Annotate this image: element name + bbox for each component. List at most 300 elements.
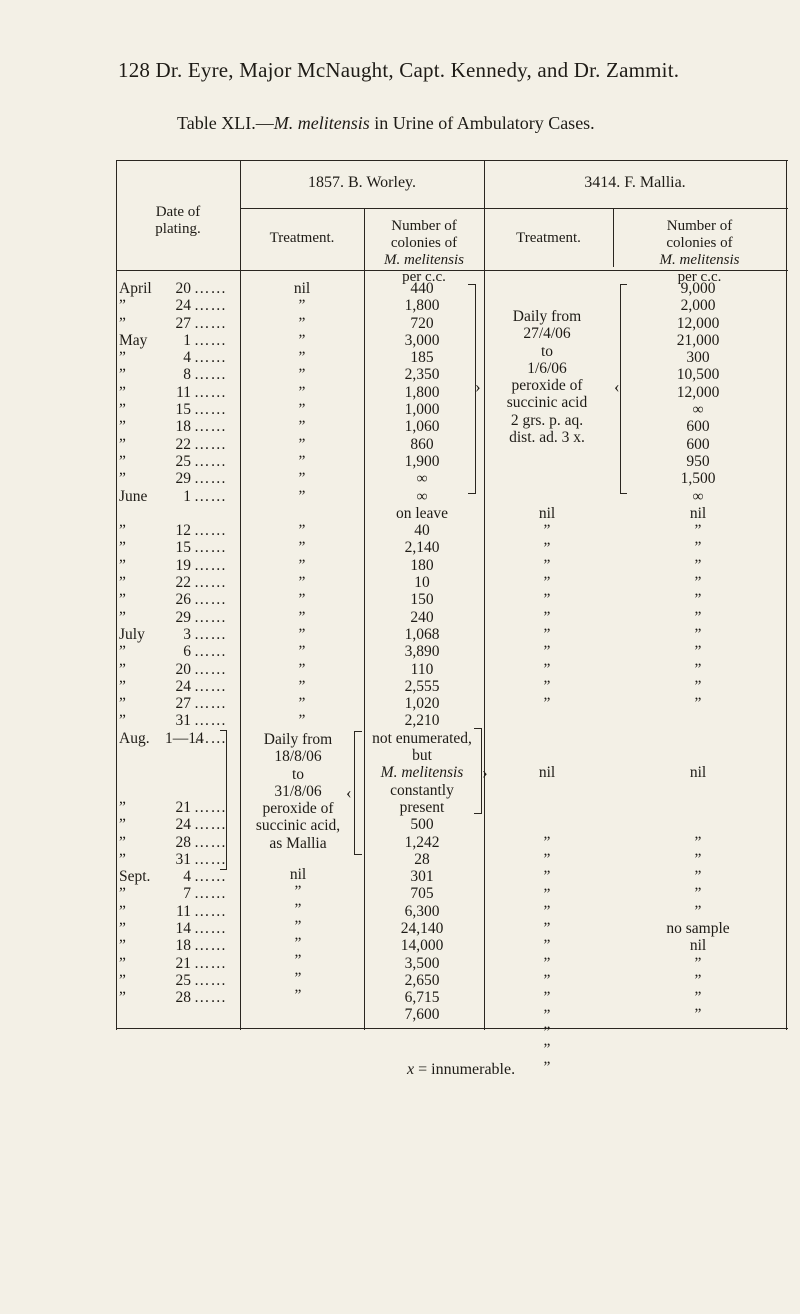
mallia-treatment-note xyxy=(488,308,606,446)
date-month: ” xyxy=(119,937,126,955)
mallia-treatment-cell: ” xyxy=(543,989,551,1007)
worley-colonies-cell: 28 xyxy=(414,850,430,868)
mallia-colonies-cell: ” xyxy=(694,556,702,574)
mallia-colonies-cell: nil xyxy=(689,937,707,955)
table-right-rule xyxy=(786,160,787,1030)
date-row xyxy=(119,989,239,1006)
leader-dots: …… xyxy=(194,695,227,713)
leader-dots: …… xyxy=(194,418,227,436)
mallia-colonies-cell: ” xyxy=(694,660,702,678)
worley-treatment-cell: ” xyxy=(294,952,302,970)
mallia-treatment-cell xyxy=(488,747,606,764)
mallia-colonies-column xyxy=(623,280,773,1024)
mallia-colonies-cell: ∞ xyxy=(692,487,704,505)
worley-treatment-line: as Mallia xyxy=(269,834,327,852)
worley-treatment-cell: ” xyxy=(298,487,306,505)
leader-dots: …… xyxy=(194,954,227,972)
date-day: 1 xyxy=(183,331,191,349)
mallia-treatment-cell: ” xyxy=(543,1058,551,1076)
worley-treatment-cell: ” xyxy=(298,366,306,384)
date-month: July xyxy=(119,625,145,643)
worley-treatment-header: Treatment. xyxy=(269,230,335,246)
caption-prefix: Table XLI.— xyxy=(177,113,274,133)
mallia-treatment-line: peroxide of xyxy=(511,377,583,395)
date-day: 11 xyxy=(176,902,191,920)
leader-dots: …… xyxy=(194,470,227,488)
worley-treatment-cell: ” xyxy=(298,574,306,592)
worley-colonies-cell: ∞ xyxy=(416,470,428,488)
mallia-colonies-cell: ” xyxy=(694,833,702,851)
leader-dots: …… xyxy=(194,937,227,955)
colonies-header-line: colonies of xyxy=(390,235,458,251)
worley-treatment-cell: ” xyxy=(298,677,306,695)
mallia-treatment-line: 2 grs. p. aq. xyxy=(510,411,584,429)
date-day: 21 xyxy=(175,798,191,816)
aug-dates-brace xyxy=(220,730,227,870)
date-day: 27 xyxy=(175,695,191,713)
worley-treatment-cell: ” xyxy=(298,522,306,540)
leader-dots: …… xyxy=(194,280,227,297)
worley-colonies-cell: 1,242 xyxy=(404,833,440,851)
date-month: ” xyxy=(119,919,126,937)
date-day: 1 xyxy=(183,487,191,505)
date-month: ” xyxy=(119,418,126,436)
leader-dots: …… xyxy=(194,971,227,989)
mallia-treatment-cell: ” xyxy=(543,833,551,851)
worley-treatment-cell: ” xyxy=(298,608,306,626)
date-month: ” xyxy=(119,539,126,557)
date-month: ” xyxy=(119,591,126,609)
mallia-colonies-cell xyxy=(623,712,773,729)
date-day: 31 xyxy=(175,712,191,730)
worley-treatment-cell: ” xyxy=(298,452,306,470)
worley-treatment-column xyxy=(242,280,362,730)
date-row xyxy=(119,626,239,643)
date-month: April xyxy=(119,280,152,297)
colonies-header-line: M. melitensis xyxy=(384,252,464,268)
mallia-treatment-cell: ” xyxy=(543,608,551,626)
mallia-treatment-cell xyxy=(488,799,606,816)
worley-colonies-cell: 7,600 xyxy=(404,1006,440,1024)
date-row xyxy=(119,436,239,453)
worley-colonies-cell: 2,140 xyxy=(404,539,440,557)
mallia-colonies-cell: ” xyxy=(694,695,702,713)
date-month: ” xyxy=(119,643,126,661)
date-month: ” xyxy=(119,383,126,401)
date-month: June xyxy=(119,487,148,505)
date-header-line: plating. xyxy=(155,221,201,237)
date-month: ” xyxy=(119,850,126,868)
mallia-colonies-cell xyxy=(623,730,773,747)
mallia-colonies-cell: ” xyxy=(694,850,702,868)
leader-dots: …… xyxy=(194,452,227,470)
mallia-treatment-cell: ” xyxy=(543,954,551,972)
subheader-rule xyxy=(240,208,788,209)
mallia-colonies-cell: ” xyxy=(694,522,702,540)
date-row xyxy=(119,643,239,660)
worley-colonies-cell: 14,000 xyxy=(400,937,444,955)
worley-colonies-cell: on leave xyxy=(395,504,449,522)
mallia-treatment-line: 27/4/06 xyxy=(523,325,571,343)
date-row xyxy=(119,522,239,539)
leader-dots: …… xyxy=(194,556,227,574)
date-row xyxy=(119,695,239,712)
worley-colonies-cell: constantly xyxy=(390,781,454,799)
mallia-treatment-cell: ” xyxy=(543,522,551,540)
worley-treatment-line: 31/8/06 xyxy=(274,782,322,800)
date-day: 20 xyxy=(175,280,191,297)
mallia-colonies-cell: 12,000 xyxy=(676,314,720,332)
date-day: 24 xyxy=(175,816,191,834)
leader-dots: …… xyxy=(194,868,227,886)
worley-treatment-note xyxy=(242,731,354,852)
worley-colonies-cell: 705 xyxy=(410,885,434,903)
worley-colonies-cell: 6,300 xyxy=(404,902,440,920)
leader-dots: …… xyxy=(194,816,227,834)
date-day: 22 xyxy=(175,574,191,592)
worley-colonies-cell: 1,900 xyxy=(404,452,440,470)
worley-treatment-cell: ” xyxy=(298,297,306,315)
date-month: Sept. xyxy=(119,868,151,886)
worley-colonies-cell: 500 xyxy=(410,816,434,834)
leader-dots: …… xyxy=(194,677,227,695)
date-month: ” xyxy=(119,954,126,972)
worley-treatment-tail xyxy=(242,866,354,1004)
colonies-header-line: M. melitensis xyxy=(659,252,740,268)
worley-treatment-line: peroxide of xyxy=(262,800,334,818)
mallia-treatment-cell: ” xyxy=(543,972,551,990)
worley-treatment-cell: ” xyxy=(298,401,306,419)
caption-suffix: in Urine of Ambulatory Cases. xyxy=(369,113,595,133)
worley-colonies-cell: 3,000 xyxy=(404,331,440,349)
mallia-treatment-cell: ” xyxy=(543,850,551,868)
mallia-colonies-cell: ∞ xyxy=(692,401,704,419)
leader-dots: …… xyxy=(194,383,227,401)
leader-dots: …… xyxy=(194,401,227,419)
worley-colonies-cell: 24,140 xyxy=(400,919,444,937)
mallia-colonies-cell: 10,500 xyxy=(676,366,720,384)
worley-colonies-cell: 1,060 xyxy=(404,418,440,436)
worley-treatment-cell: ” xyxy=(294,900,302,918)
date-header-line: Date of xyxy=(155,204,201,220)
leader-dots: …… xyxy=(194,331,227,349)
worley-treatment-cell: ” xyxy=(298,349,306,367)
worley-treatment-cell: ” xyxy=(298,383,306,401)
date-month: ” xyxy=(119,833,126,851)
date-day: 26 xyxy=(175,591,191,609)
mallia-colonies-cell xyxy=(623,782,773,799)
worley-treatment-cell: ” xyxy=(298,435,306,453)
date-day: 29 xyxy=(175,470,191,488)
date-day: 14 xyxy=(175,919,191,937)
leader-dots: …… xyxy=(194,435,227,453)
worley-colonies-cell: 1,800 xyxy=(404,383,440,401)
worley-treatment-cell: ” xyxy=(298,695,306,713)
leader-dots: …… xyxy=(194,314,227,332)
mallia-colonies-cell: 21,000 xyxy=(676,331,720,349)
date-month: ” xyxy=(119,366,126,384)
worley-colonies-cell: not enumerated, xyxy=(372,729,472,747)
worley-treatment-cell: ” xyxy=(298,331,306,349)
worley-colonies-header xyxy=(364,218,484,286)
mallia-treatment-cell: ” xyxy=(543,626,551,644)
worley-treatment-brace-point: ‹ xyxy=(346,783,352,802)
mallia-treatment-cell: ” xyxy=(543,902,551,920)
colonies-header-line: per c.c. xyxy=(402,269,446,285)
date-column xyxy=(119,280,239,1006)
worley-treatment-cell xyxy=(242,505,362,522)
date-day: 29 xyxy=(175,608,191,626)
mallia-colonies-cell: nil xyxy=(689,764,707,782)
date-row xyxy=(119,920,239,937)
table-left-rule xyxy=(116,160,117,1030)
date-row xyxy=(119,315,239,332)
date-day: 22 xyxy=(175,435,191,453)
date-month: ” xyxy=(119,522,126,540)
date-day: 12 xyxy=(175,522,191,540)
date-day: 31 xyxy=(175,850,191,868)
date-day: 6 xyxy=(183,643,191,661)
mallia-treatment-cell xyxy=(488,816,606,833)
leader-dots: …… xyxy=(194,919,227,937)
leader-dots: …… xyxy=(194,297,227,315)
mallia-treatment-cell: ” xyxy=(543,868,551,886)
table-top-rule xyxy=(116,160,788,161)
date-month: May xyxy=(119,331,148,349)
leader-dots: …… xyxy=(194,366,227,384)
date-row xyxy=(119,505,239,522)
mallia-colonies-cell: ” xyxy=(694,1006,702,1024)
date-month: ” xyxy=(119,712,126,730)
mallia-treatment-cell: ” xyxy=(543,695,551,713)
mallia-colonies-cell: 600 xyxy=(686,435,710,453)
mallia-colonies-cell: ” xyxy=(694,574,702,592)
worley-colonies-cell: 6,715 xyxy=(404,989,440,1007)
date-row xyxy=(119,557,239,574)
worley-treatment-cell: ” xyxy=(298,625,306,643)
worley-colonies-cell: ∞ xyxy=(416,487,428,505)
date-month: ” xyxy=(119,349,126,367)
date-day: 7 xyxy=(183,885,191,903)
date-day: 1—14 xyxy=(165,729,204,747)
worley-aug-brace-point: › xyxy=(482,763,488,782)
date-header xyxy=(116,204,240,238)
date-day: 15 xyxy=(175,401,191,419)
date-row xyxy=(119,297,239,314)
leader-dots: …… xyxy=(194,989,227,1007)
date-row xyxy=(119,280,239,297)
leader-dots: …… xyxy=(194,798,227,816)
date-month: ” xyxy=(119,556,126,574)
mallia-colonies-cell xyxy=(623,799,773,816)
date-month: ” xyxy=(119,314,126,332)
worley-colonies-cell: 150 xyxy=(410,591,434,609)
mallia-treatment-line: 1/6/06 xyxy=(527,359,567,377)
worley-treatment-cell: ” xyxy=(294,883,302,901)
date-row xyxy=(119,955,239,972)
worley-colonies-cell: 3,500 xyxy=(404,954,440,972)
date-row xyxy=(119,488,239,505)
mallia-treatment-cell: ” xyxy=(543,885,551,903)
date-month: ” xyxy=(119,798,126,816)
worley-treatment-cell: nil xyxy=(293,280,311,297)
caption-organism: M. melitensis xyxy=(273,113,370,133)
leader-dots: …… xyxy=(194,833,227,851)
date-month: ” xyxy=(119,660,126,678)
date-day: 25 xyxy=(175,971,191,989)
worley-colonies-cell: 2,210 xyxy=(404,712,440,730)
mallia-treatment-line: to xyxy=(540,342,554,360)
worley-colonies-cell: 860 xyxy=(410,435,434,453)
mallia-treatment-cell: ” xyxy=(543,1041,551,1059)
date-day: 3 xyxy=(183,625,191,643)
worley-treatment-cell: ” xyxy=(298,643,306,661)
worley-colonies-cell: 2,555 xyxy=(404,677,440,695)
mallia-colonies-cell: 12,000 xyxy=(676,383,720,401)
worley-colonies-cell: 3,890 xyxy=(404,643,440,661)
date-row xyxy=(119,591,239,608)
footnote-symbol: x xyxy=(407,1061,415,1078)
date-day: 18 xyxy=(175,937,191,955)
worley-colonies-cell: present xyxy=(399,798,445,816)
leader-dots: …… xyxy=(194,850,227,868)
mallia-treatment-cell: ” xyxy=(543,574,551,592)
colonies-header-line: Number of xyxy=(391,218,457,234)
date-row xyxy=(119,349,239,366)
leader-dots: …… xyxy=(194,522,227,540)
mallia-colonies-cell: 950 xyxy=(686,452,710,470)
worley-colonies-cell: 180 xyxy=(410,556,434,574)
mallia-colonies-cell: no sample xyxy=(666,919,730,937)
mallia-colonies-header xyxy=(613,218,786,286)
mallia-treatment-cell: ” xyxy=(543,920,551,938)
date-day: 21 xyxy=(175,954,191,972)
worley-colonies-cell: 1,000 xyxy=(404,401,440,419)
mallia-colonies-cell: 1,500 xyxy=(680,470,716,488)
date-month: ” xyxy=(119,989,126,1007)
table-bottom-rule xyxy=(116,1028,788,1029)
date-day: 24 xyxy=(175,297,191,315)
date-row xyxy=(119,418,239,435)
date-row xyxy=(119,678,239,695)
mallia-treatment-cell: ” xyxy=(543,556,551,574)
date-row xyxy=(119,453,239,470)
date-day: 4 xyxy=(183,349,191,367)
worley-treatment-line: 18/8/06 xyxy=(274,748,322,766)
mallia-treatment-cell: ” xyxy=(543,937,551,955)
mallia-treatment-line: dist. ad. 3 x. xyxy=(509,429,585,447)
worley-treatment-brace xyxy=(354,731,362,855)
worley-treatment-cell: ” xyxy=(298,418,306,436)
date-day: 28 xyxy=(175,833,191,851)
leader-dots: …… xyxy=(194,625,227,643)
leader-dots: …… xyxy=(194,712,227,730)
date-day: 11 xyxy=(176,383,191,401)
worley-treatment-cell: ” xyxy=(298,556,306,574)
date-month: ” xyxy=(119,452,126,470)
worley-treatment-line: succinic acid, xyxy=(255,817,341,835)
worley-treatment-cell: ” xyxy=(294,917,302,935)
leader-dots: …… xyxy=(194,487,227,505)
mallia-colonies-cell: ” xyxy=(694,591,702,609)
mallia-treatment-cell: ” xyxy=(543,539,551,557)
date-day: 24 xyxy=(175,677,191,695)
leader-dots: …… xyxy=(194,591,227,609)
mallia-treatment-line: Daily from xyxy=(512,308,582,325)
worley-colonies-cell: 2,650 xyxy=(404,971,440,989)
leader-dots: …… xyxy=(194,608,227,626)
date-day: 8 xyxy=(183,366,191,384)
footnote xyxy=(407,1061,515,1079)
date-month: ” xyxy=(119,435,126,453)
leader-dots: …… xyxy=(194,539,227,557)
mallia-treatment-cell xyxy=(488,730,606,747)
date-month: ” xyxy=(119,401,126,419)
worley-colonies-brace-point: › xyxy=(475,377,481,396)
colonies-header-line: Number of xyxy=(666,218,733,234)
mallia-colonies-cell: ” xyxy=(694,625,702,643)
date-month: ” xyxy=(119,608,126,626)
date-row xyxy=(119,470,239,487)
leader-dots: …… xyxy=(194,729,227,747)
date-day: 20 xyxy=(175,660,191,678)
leader-dots: …… xyxy=(194,349,227,367)
worley-colonies-cell: 1,020 xyxy=(404,695,440,713)
worley-colonies-cell: 185 xyxy=(410,349,434,367)
mallia-colonies-cell: ” xyxy=(694,971,702,989)
worley-colonies-cell: but xyxy=(412,747,432,765)
case-divider-rule xyxy=(484,160,485,1030)
worley-colonies-cell: 2,350 xyxy=(404,366,440,384)
date-month: ” xyxy=(119,971,126,989)
worley-colonies-cell: 10 xyxy=(414,574,430,592)
mallia-colonies-cell: ” xyxy=(694,885,702,903)
worley-colonies-cell: 110 xyxy=(410,660,434,678)
worley-treatment-cell: nil xyxy=(289,866,307,883)
mallia-treatment-cell xyxy=(488,782,606,799)
worley-treatment-cell: ” xyxy=(298,712,306,730)
date-row xyxy=(119,972,239,989)
date-month: ” xyxy=(119,816,126,834)
date-month: ” xyxy=(119,297,126,315)
worley-treatment-cell: ” xyxy=(298,470,306,488)
date-row xyxy=(119,903,239,920)
worley-treatment-line: Daily from xyxy=(263,731,333,748)
mallia-colonies-cell: 9,000 xyxy=(680,280,716,297)
date-day: 25 xyxy=(175,452,191,470)
worley-colonies-cell: 301 xyxy=(410,868,434,886)
date-day: 28 xyxy=(175,989,191,1007)
footnote-text: = innumerable. xyxy=(414,1061,516,1078)
date-month: ” xyxy=(119,677,126,695)
mallia-treatment-header: Treatment. xyxy=(516,230,581,246)
date-row xyxy=(119,885,239,902)
date-day: 15 xyxy=(175,539,191,557)
date-month: ” xyxy=(119,574,126,592)
mallia-treatment-cell xyxy=(488,713,606,730)
date-day: 18 xyxy=(175,418,191,436)
date-row xyxy=(119,539,239,556)
date-day: 4 xyxy=(183,868,191,886)
mallia-treatment-cell: ” xyxy=(543,643,551,661)
worley-colonies-cell: 240 xyxy=(410,608,434,626)
running-head: 128 Dr. Eyre, Major McNaught, Capt. Kennedy, and Dr. Zammit. xyxy=(118,58,680,82)
worley-treatment-cell: ” xyxy=(294,969,302,987)
leader-dots: …… xyxy=(194,885,227,903)
date-row xyxy=(119,384,239,401)
case2-header: 3414. F. Mallia. xyxy=(584,174,686,191)
worley-treatment-cell: ” xyxy=(294,935,302,953)
